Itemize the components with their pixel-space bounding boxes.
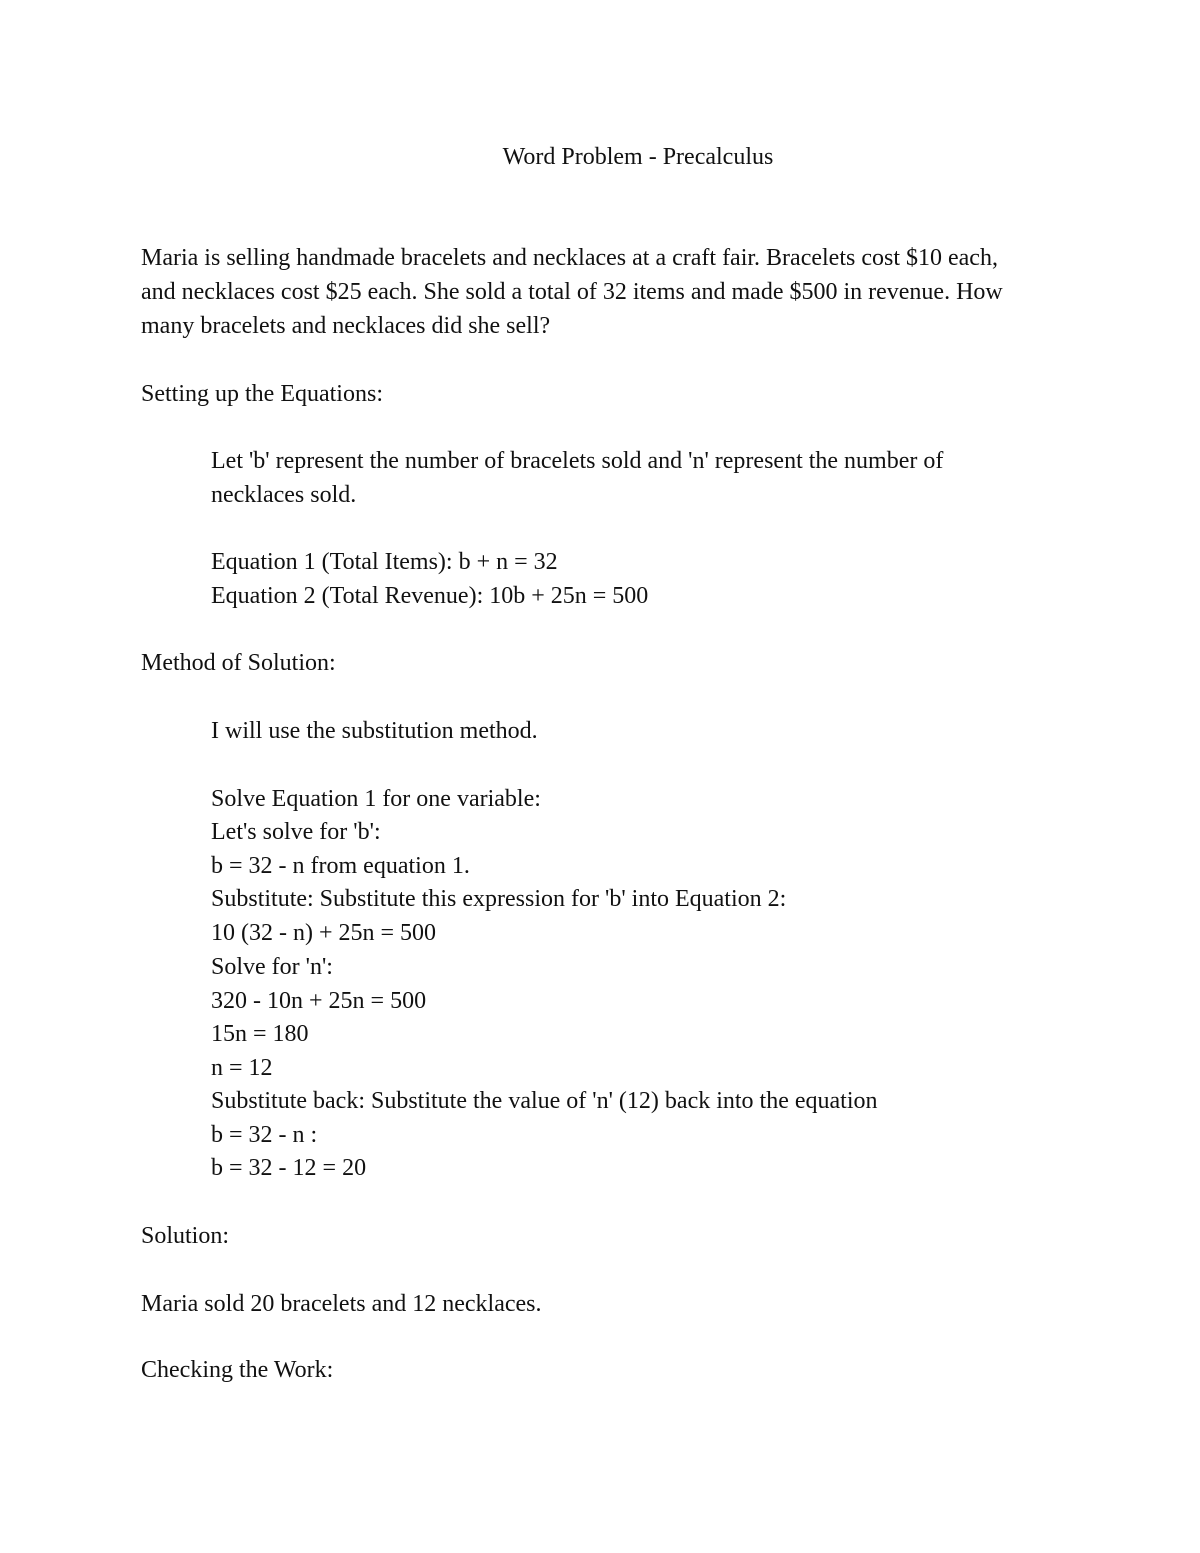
- setup-let-line: necklaces sold.: [211, 482, 357, 508]
- equation-1: Equation 1 (Total Items): b + n = 32: [211, 549, 558, 575]
- method-step: b = 32 - n from equation 1.: [211, 853, 470, 879]
- method-step: b = 32 - 12 = 20: [211, 1155, 367, 1181]
- solution-heading: Solution:: [141, 1223, 230, 1249]
- method-step: Substitute back: Substitute the value of 'n' (12) back into the equation: [211, 1088, 878, 1114]
- problem-line: and necklaces cost $25 each. She sold a total of 32 items and made $500 in revenue. How: [141, 279, 1003, 305]
- method-step: Solve Equation 1 for one variable:: [211, 786, 541, 812]
- equation-2: Equation 2 (Total Revenue): 10b + 25n = 500: [211, 583, 649, 609]
- method-step: 320 - 10n + 25n = 500: [211, 988, 427, 1014]
- page-title: Word Problem - Precalculus: [502, 144, 774, 170]
- method-heading: Method of Solution:: [141, 650, 336, 676]
- setup-heading: Setting up the Equations:: [141, 381, 383, 407]
- solution-text: Maria sold 20 bracelets and 12 necklaces.: [141, 1291, 542, 1317]
- method-step: n = 12: [211, 1055, 273, 1081]
- method-step: b = 32 - n :: [211, 1122, 318, 1148]
- method-step: Substitute: Substitute this expression for 'b' into Equation 2:: [211, 886, 787, 912]
- method-step: Let's solve for 'b':: [211, 819, 381, 845]
- method-step: 10 (32 - n) + 25n = 500: [211, 920, 437, 946]
- checking-heading: Checking the Work:: [141, 1357, 334, 1383]
- problem-line: many bracelets and necklaces did she sell?: [141, 313, 551, 339]
- setup-let-line: Let 'b' represent the number of bracelets sold and 'n' represent the number of: [211, 448, 944, 474]
- method-intro: I will use the substitution method.: [211, 718, 538, 744]
- problem-line: Maria is selling handmade bracelets and necklaces at a craft fair. Bracelets cost $10 each,: [141, 245, 998, 271]
- method-step: 15n = 180: [211, 1021, 309, 1047]
- method-step: Solve for 'n':: [211, 954, 333, 980]
